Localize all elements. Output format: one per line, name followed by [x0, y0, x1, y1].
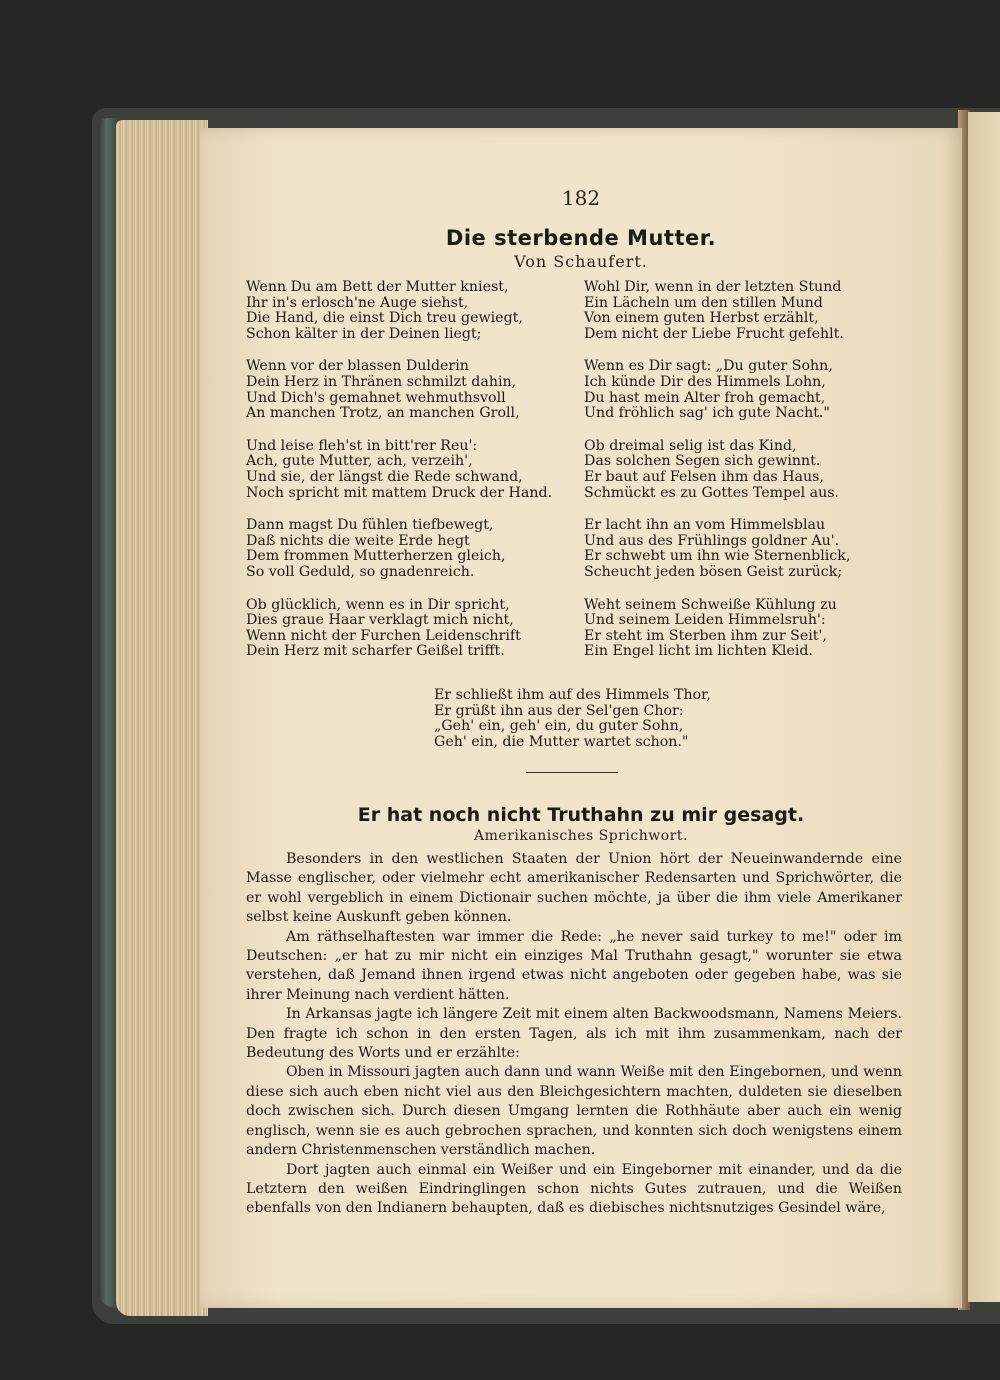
verse-line: Dein Herz mit scharfer Geißel trifft.	[246, 643, 505, 660]
verse-line: So voll Geduld, so gnadenreich.	[246, 563, 475, 580]
verse-line: Das solchen Segen sich gewinnt.	[584, 453, 821, 470]
paragraph: Dort jagten auch einmal ein Weißer und ein Eingeborner mit einander, und da die Letztern den weißen Eindringlingen schon nichts Gutes zutrauen, und die Weißen ebenfalls von den Indianern behaupten, daß es diebisches nichtsnutziges Gesindel wäre,	[246, 1161, 902, 1217]
verse-line: Ich künde Dir des Himmels Lohn,	[584, 373, 826, 390]
poem-author: Von Schaufert.	[514, 252, 648, 271]
verse-line: Er schließt ihm auf des Himmels Thor,	[434, 687, 711, 703]
verse-line: Wenn nicht der Furchen Leidenschrift	[246, 627, 521, 644]
verse-line: Ein Lächeln um den stillen Mund	[584, 294, 823, 311]
page-number: 182	[561, 186, 601, 210]
verse-line: Wenn vor der blassen Dulderin	[246, 358, 469, 375]
verse-line: Dem frommen Mutterherzen gleich,	[246, 548, 506, 565]
stanza	[584, 359, 850, 421]
verse-line: Und fröhlich sag' ich gute Nacht."	[584, 405, 830, 422]
paragraph: Oben in Missouri jagten auch dann und wann Weiße mit den Eingebornen, und wenn diese sich auch eben nicht viel aus den Bleichgesichtern machten, duldeten sie dieselben doch zwischen sich. Durch diesen Umgang lernten die Rothhäute aber auch ein wenig englisch, wenn sie es auch gebrochen sprachen, und konnten sich doch wenigstens einem andern Christenmenschen verständlich machen.	[246, 1064, 902, 1159]
verse-line: Und seinem Leiden Himmelsruh':	[584, 612, 826, 629]
verse-line: Er lacht ihn an vom Himmelsblau	[584, 517, 826, 534]
poem-left-column	[246, 280, 552, 677]
stanza	[584, 598, 850, 660]
verse-line: Dann magst Du fühlen tiefbewegt,	[246, 517, 494, 534]
verse-line: Und aus des Frühlings goldner Au'.	[584, 532, 840, 549]
verse-line: Von einem guten Herbst erzählt,	[584, 310, 819, 327]
verse-line: An manchen Trotz, an manchen Groll,	[246, 405, 520, 422]
verse-line: Weht seinem Schweiße Kühlung zu	[584, 596, 837, 613]
stanza	[246, 598, 552, 660]
verse-line: Er baut auf Felsen ihm das Haus,	[584, 468, 824, 485]
verse-line: Und leise fleh'st in bitt'rer Reu':	[246, 437, 478, 454]
verse-line: Ob glücklich, wenn es in Dir spricht,	[246, 596, 510, 613]
verse-line: Dies graue Haar verklagt mich nicht,	[246, 612, 514, 629]
verse-line: Daß nichts die weite Erde hegt	[246, 532, 470, 549]
section-divider	[526, 772, 618, 773]
verse-line: Schmückt es zu Gottes Tempel aus.	[584, 484, 840, 501]
verse-line: Schon kälter in der Deinen liegt;	[246, 325, 482, 342]
stanza	[584, 518, 850, 580]
verse-line: Er schwebt um ihn wie Sternenblick,	[584, 548, 851, 565]
verse-line: Und Dich's gemahnet wehmuthsvoll	[246, 389, 506, 406]
verse-line: „Geh' ein, geh' ein, du guter Sohn,	[434, 718, 684, 735]
paragraph: In Arkansas jagte ich längere Zeit mit einem alten Backwoodsmann, Namens Meiers. Den fragte ich schon in den ersten Tagen, als ich mit ihm zusammenkam, nach der Bedeutung des Worts und er erzählte:	[246, 1006, 902, 1062]
verse-line: Wenn Du am Bett der Mutter kniest,	[246, 279, 509, 295]
verse-line: Ob dreimal selig ist das Kind,	[584, 437, 797, 454]
page-edges	[116, 120, 208, 1316]
article-body	[246, 850, 902, 1219]
stanza	[584, 439, 850, 501]
verse-line: Dem nicht der Liebe Frucht gefehlt.	[584, 325, 844, 342]
poem-right-column	[584, 280, 850, 677]
stanza	[246, 359, 552, 421]
book-page	[200, 128, 962, 1308]
verse-line: Er steht im Sterben ihm zur Seit',	[584, 627, 827, 644]
verse-line: Und sie, der längst die Rede schwand,	[246, 468, 523, 485]
verse-line: Du hast mein Alter froh gemacht,	[584, 389, 826, 406]
poem-title: Die sterbende Mutter.	[445, 226, 717, 250]
article-title: Er hat noch nicht Truthahn zu mir gesagt.	[357, 804, 805, 826]
verse-line: Ein Engel licht im lichten Kleid.	[584, 643, 813, 660]
verse-line: Er grüßt ihn aus der Sel'gen Chor:	[434, 702, 684, 719]
paragraph: Besonders in den westlichen Staaten der Union hört der Neueinwandernde eine Masse englischer, oder vielmehr echt amerikanischer Redensarten und Sprichwörter, die er wohl vergeblich in einem Dictionair suchen möchte, ja über die ihm viele Amerikaner selbst keine Auskunft geben können.	[246, 851, 902, 926]
stanza	[246, 280, 552, 342]
article-subtitle: Amerikanisches Sprichwort.	[474, 828, 688, 844]
verse-line: Dein Herz in Thränen schmilzt dahin,	[246, 373, 517, 390]
facing-page	[968, 112, 1000, 1302]
stanza	[584, 280, 850, 342]
verse-line: Ihr in's erlosch'ne Auge siehst,	[246, 294, 469, 311]
paragraph: Am räthselhaftesten war immer die Rede: „he never said turkey to me!" oder im Deutschen: „er hat zu mir nicht ein einziges Mal Truthahn gesagt," worunter sie etwa verstehen, daß Jemand ihnen irgend etwas nicht angeboten oder gegeben habe, was sie ihrer Meinung nach verdient hätten.	[246, 928, 902, 1003]
final-stanza	[434, 688, 711, 750]
verse-line: Ach, gute Mutter, ach, verzeih',	[246, 453, 473, 470]
verse-line: Scheucht jeden bösen Geist zurück;	[584, 563, 843, 580]
stanza	[246, 518, 552, 580]
verse-line: Wenn es Dir sagt: „Du guter Sohn,	[584, 358, 833, 375]
verse-line: Die Hand, die einst Dich treu gewiegt,	[246, 310, 523, 327]
verse-line: Noch spricht mit mattem Druck der Hand.	[246, 484, 553, 501]
verse-line: Geh' ein, die Mutter wartet schon."	[434, 733, 689, 750]
stanza	[246, 439, 552, 501]
verse-line: Wohl Dir, wenn in der letzten Stund	[584, 279, 842, 295]
